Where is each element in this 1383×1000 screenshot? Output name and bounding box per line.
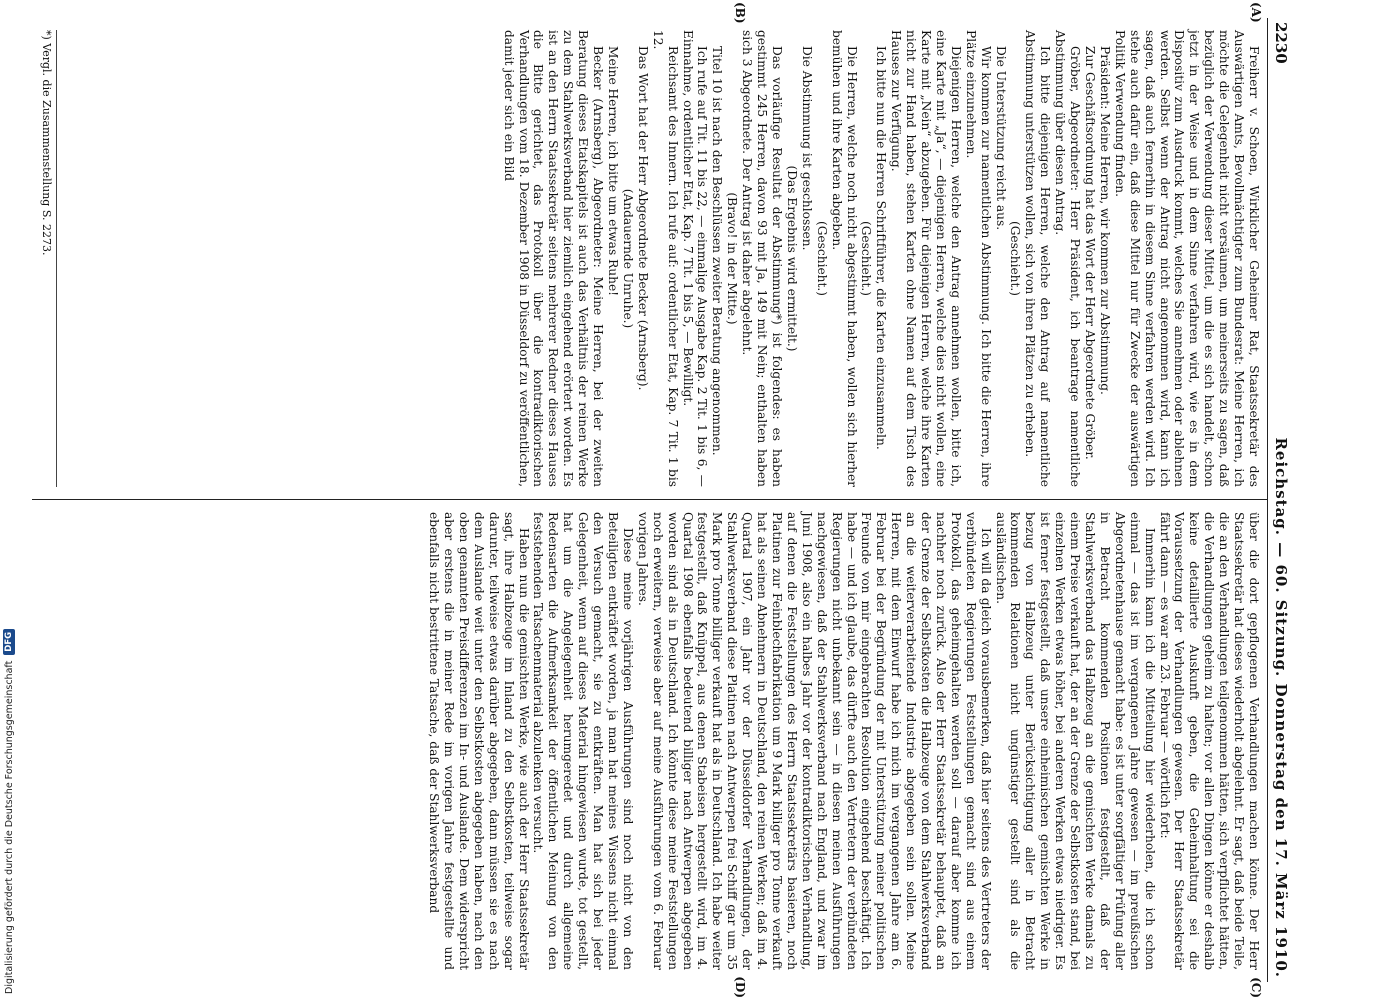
paragraph: Ich bitte diejenigen Herren, welche den Antrag auf namentliche Abstimmung unterstützen wollen, sich von ihren Plätzen zu erheben. — [1023, 30, 1053, 487]
digitization-credit — [0, 0, 18, 1000]
dfg-logo: DFG — [3, 629, 15, 655]
stage-direction: (Geschieht.) — [859, 220, 874, 297]
paragraph: Die Unterstützung reicht aus. — [993, 46, 1008, 231]
stage-direction: (Geschieht.) — [814, 220, 829, 297]
text-columns — [32, 2, 1267, 998]
paragraph: Ich will da gleich vorausbemerken, daß hier seitens des Vertreters der verbündeten Regierungen Feststellungen gemacht sind aus einem Protokoll, das geheimgehalten werden soll — darauf aber komme ich nachher noch zurück. Also der Herr Staatssekretär behauptet, daß an der Grenze der Selbstkosten die Halbzeuge von dem Stahlwerksverband an die weiterverarbeitende Industrie abgegeben sein sollen. Meine Herren, mit dem Einwurf habe ich mich im vergangenen Jahre am 6. Februar bei der Begründung der mit Unterstützung meiner politischen Freunde von mir eingebrachten Resolution eingehend beschäftigt. Ich habe — und ich glaube, das dürfte auch den Vertretern der verbündeten Regierungen nicht unbekannt sein — in diesen meinen Ausführungen nachgewiesen, daß der Stahlwerksverband nach England, und zwar im Juni 1908, also ein halbes Jahr vor der kontradiktorischen Verhandlung, auf denen die Feststellungen des Herrn Staatssekretärs basieren, noch Platinen zur Feinblechfabrikation um 9 Mark billiger pro Tonne verkauft hat als seinen Abnehmern in Deutschland, den reinen Werken; daß im 4. Quartal 1907, ein Jahr vor der Düsseldorfer Verhandlungen, der Stahlwerksverband diese Platinen nach Antwerpen frei Schiff gar um 35 Mark pro Tonne billiger verkauft hat als in Deutschland. Ich habe weiter festgestellt, daß Knüppel, aus denen Stabeisen hergestellt wird, im 4. Quartal 1908 ebenfalls bedeutend billiger nach Antwerpen abgegeben worden sind als in Deutschland. Ich könnte diese meine Feststellungen noch erweitern, verweise aber auf meine Ausführungen vom 6. Februar vorigen Jahres. — [635, 512, 993, 970]
paragraph: Das vorläufige Resultat der Abstimmung*) ist folgendes: es haben gestimmt 245 Herren, davon 93 mit Ja, 149 mit Nein; enthalten haben sich 3 Abgeordnete. Der Antrag ist daher abgelehnt. — [740, 30, 784, 487]
margin-marker-a: (A) — [1249, 2, 1263, 23]
paragraph: Reichsamt des Innern. Ich rufe auf: ordentlicher Etat, Kap. 7 Tit. 1 bis 12. — [650, 30, 680, 487]
page-number: 2230 — [1272, 22, 1290, 64]
margin-marker-b: (B) — [733, 2, 747, 24]
margin-marker-d: (D) — [733, 976, 747, 998]
paragraph: Diejenigen Herren, welche den Antrag annehmen wollen, bitte ich, eine Karte mit „Ja“, — diejenigen Herren, welche dies nicht wollen, eine Karte mit „Nein“ abzugeben. Für diejenigen Herren, welche ihre Karten nicht zur Hand haben, stehen Karten ohne Namen auf dem Tisch des Hauses zur Verfügung. — [889, 30, 963, 487]
paragraph: Präsident: Meine Herren, wir kommen zur Abstimmung. — [1097, 46, 1112, 395]
paragraph: Becker (Arnsberg), Abgeordneter: Meine Herren, bei der zweiten Beratung dieses Etatskapitels ist auch das Verhältnis der reinen Werke zu dem Stahlwerksverband hier ziemlich eingehend erörtert worden. Es ist an den Herrn Staatssekretär seitens mehrerer Redner dieses Hauses die Bitte gerichtet, das Protokoll über die kontradiktorischen Verhandlungen vom 18. Dezember 1908 in Düsseldorf zu veröffentlichen, damit jeder sich ein Bild — [501, 30, 606, 487]
stage-direction: (Geschieht.) — [1008, 220, 1023, 297]
paragraph: Diese meine vorjährigen Ausführungen sind noch nicht von den Beteiligten entkräftet worden, ja man hat meines Wissens nicht einmal den Versuch gemacht, sie zu entkräften. Man hat sich bei jeder Gelegenheit, wenn auf dieses Material hingewiesen wurde, tot gestellt, hat um die Angelegenheit herumgeredet und durch allgemeine Redensarten die Aufmerksamkeit der öffentlichen Meinung von den feststehenden Tatsachenmaterial abzulenken versucht. — [531, 512, 635, 970]
paragraph: Das Wort hat der Herr Abgeordnete Becker (Arnsberg). — [635, 46, 650, 391]
paragraph: Ich bitte nun die Herren Schriftführer, die Karten einzusammeln. — [874, 46, 889, 450]
paragraph: Die Herren, welche noch nicht abgestimmt haben, wollen sich hierher bemühen und ihre Karten abgeben. — [829, 30, 859, 487]
right-column — [32, 500, 1267, 998]
paragraph: Wir kommen zur namentlichen Abstimmung. Ich bitte die Herren, ihre Plätze einzunehmen. — [963, 30, 993, 487]
paragraph: Meine Herren, ich bitte um etwas Ruhe! — [606, 46, 621, 297]
quotation: Immerhin kann ich die Mitteilung hier wiederholen, die ich schon einmal — das ist im vergangenen Jahre gewesen — im preußischen Abgeordnetenhause gemacht habe: es ist unter sorgfältiger Prüfung aller in Betracht kommenden Positionen festgestellt, daß der Stahlwerksverband das Halbzeug an die gemischten Werke damals zu einem Preise verkauft hat, der an der Grenze der Selbstkosten stand, bei einzelnen Werken etwas höher, bei anderen Werken etwas niedriger. Es ist ferner festgestellt, daß unsere einheimischen gemischten Werke in bezug von Halbzeug unter Berücksichtigung aller in Betracht kommenden Relationen nicht ungünstiger gestellt sind als die ausländischen. — [993, 512, 1157, 970]
paragraph: Gröber, Abgeordneter: Herr Präsident, ich beantrage namentliche Abstimmung über diesen Antrag. — [1053, 30, 1083, 487]
stage-direction: (Bravo! in der Mitte.) — [725, 192, 740, 325]
paragraph: über die dort gepflogenen Verhandlungen machen könne. Der Herr Staatssekretär hat dieses wiederholt abgelehnt. Er sagt, daß beide Teile, die an den Verhandlungen teilgenommen hätten, sich verpflichtet hätten, die Verhandlungen geheim zu halten; vor allen Dingen könne er deshalb keine detaillierte Auskunft geben, die Geheimhaltung sei die Voraussetzung der Verhandlungen gewesen. Der Herr Staatssekretär fährt dann — es war am 23. Februar — wörtlich fort: — [1157, 512, 1261, 970]
page-title: Reichstag. — 60. Sitzung. Donnerstag den 17. März 1910. — [1272, 437, 1290, 978]
stage-direction: (Andauernde Unruhe.) — [620, 188, 635, 329]
credit-text: Digitalisierung gefördert durch die Deutsche Forschungsgemeinschaft — [3, 660, 15, 994]
stage-direction: (Das Ergebnis wird ermittelt.) — [784, 165, 799, 352]
paragraph: Freiherr v. Schoen, Wirklicher Geheimer Rat, Staatssekretär des Auswärtigen Amts, Bevollmächtigter zum Bundesrat: Meine Herren, ich möchte die Gelegenheit nicht versäumen, um meinerseits zu sagen, daß bezüglich der Verwendung dieser Mittel, um die es sich handelt, schon jetzt in der Weise und in dem Sinne verfahren wird, wie es in dem Dispositiv zum Ausdruck kommt, welches Sie annehmen oder ablehnen werden. Selbst wenn der Antrag nicht angenommen wird, kann ich sagen, daß auch fernerhin in diesem Sinne verfahren werden wird. Ich stehe auch dafür ein, daß diese Mittel nur für Zwecke der auswärtigen Politik Verwendung finden. — [1112, 30, 1261, 487]
margin-marker-c: (C) — [1249, 977, 1263, 998]
footnote: *) Vergl. die Zusammenstellung S. 2273. — [38, 30, 57, 487]
paragraph: Die Abstimmung ist geschlossen. — [799, 46, 814, 251]
paragraph: Ich rufe auf Tit. 11 bis 22, — einmalige Ausgabe Kap. 2 Tit. 1 bis 6, — Einnahme, ordentlicher Etat, Kap. 7 Tit. 1 bis 5, — Bewilligt. — [680, 30, 710, 487]
paragraph: Zur Geschäftsordnung hat das Wort der Herr Abgeordnete Gröber. — [1083, 46, 1098, 460]
paragraph: Haben nun die gemischten Werke, wie auch der Herr Staatssekretär sagt, ihre Halbzeuge im Inland zu den Selbstkosten, teilweise sogar darunter, teilweise etwas darüber abgegeben, dann müssen sie es nach dem Auslande weit unter den Selbstkosten abgegeben haben, nach den oben genannten Preisdifferenzen im In- und Auslande. Dem widerspricht aber erstens die in meiner Rede im vorigen Jahre festgestellte und ebenfalls nicht bestrittene Tatsache, daß der Stahlwerksverband — [427, 512, 531, 970]
left-column — [32, 2, 1267, 500]
page-header — [1267, 18, 1290, 982]
paragraph: Titel 10 ist nach den Beschlüssen zweiter Beratung angenommen. — [710, 46, 725, 456]
